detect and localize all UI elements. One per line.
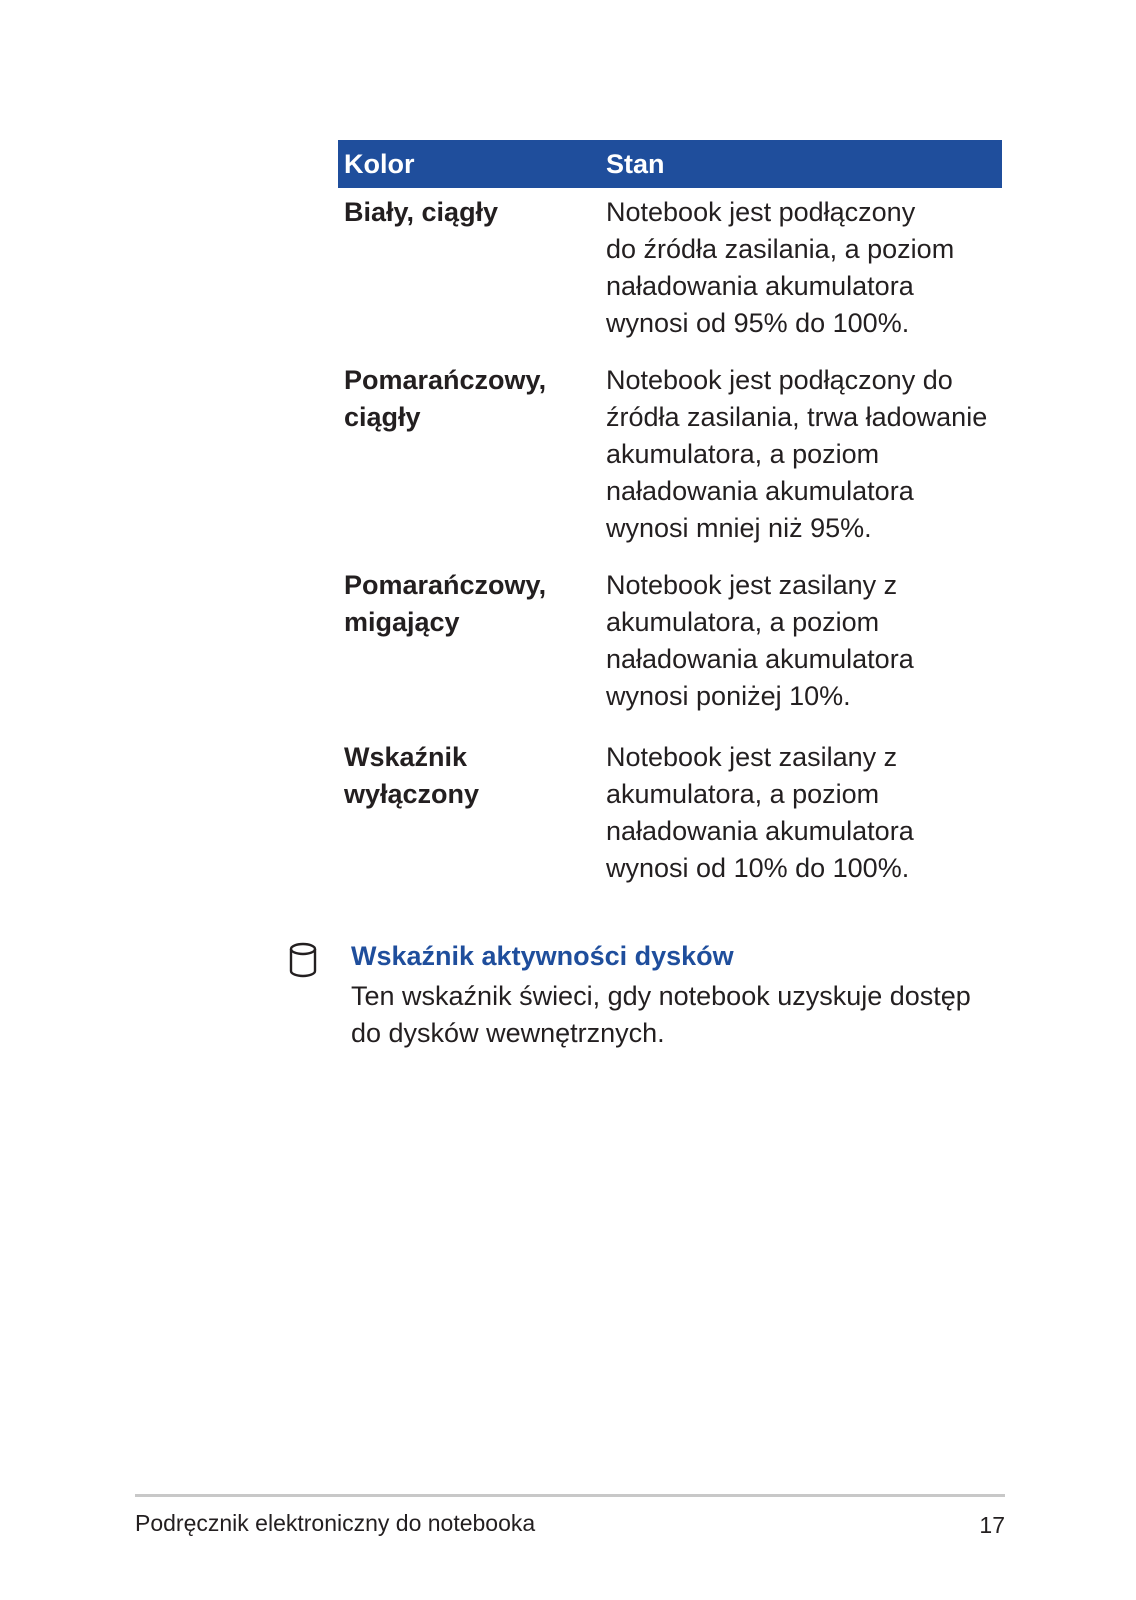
state-cell: Notebook jest podłączony do źródła zasilania, trwa ładowanie akumulatora, a poziom naładowania akumulatora wynosi mniej niż 95%.: [606, 365, 988, 543]
table-row: [338, 715, 1002, 887]
color-cell: Wskaźnik wyłączony: [344, 742, 480, 809]
footer-divider: [135, 1494, 1005, 1497]
table-row: [338, 188, 1002, 342]
table-row: [338, 547, 1002, 715]
color-cell: Pomarańczowy, migający: [344, 570, 547, 637]
disk-activity-title: Wskaźnik aktywności dysków: [351, 941, 734, 971]
battery-status-table: [338, 140, 1002, 887]
table-row: [338, 342, 1002, 547]
footer-title: Podręcznik elektroniczny do notebooka: [135, 1510, 536, 1536]
table-header-row: [338, 140, 1002, 188]
state-cell: Notebook jest zasilany z akumulatora, a poziom naładowania akumulatora wynosi poniżej 10%.: [606, 570, 914, 711]
header-state: Stan: [600, 140, 1002, 188]
state-cell: Notebook jest podłączony do źródła zasilania, a poziom naładowania akumulatora wynosi od 95% do 100%.: [606, 197, 955, 338]
page-number: 17: [979, 1512, 1005, 1538]
header-color: Kolor: [338, 140, 600, 188]
state-cell: Notebook jest zasilany z akumulatora, a poziom naładowania akumulatora wynosi od 10% do 100%.: [606, 742, 914, 883]
disk-activity-description: Ten wskaźnik świeci, gdy notebook uzyskuje dostęp do dysków wewnętrznych.: [351, 981, 971, 1048]
disk-cylinder-icon: [288, 942, 318, 978]
color-cell: Biały, ciągły: [344, 197, 499, 227]
color-cell: Pomarańczowy, ciągły: [344, 365, 547, 432]
